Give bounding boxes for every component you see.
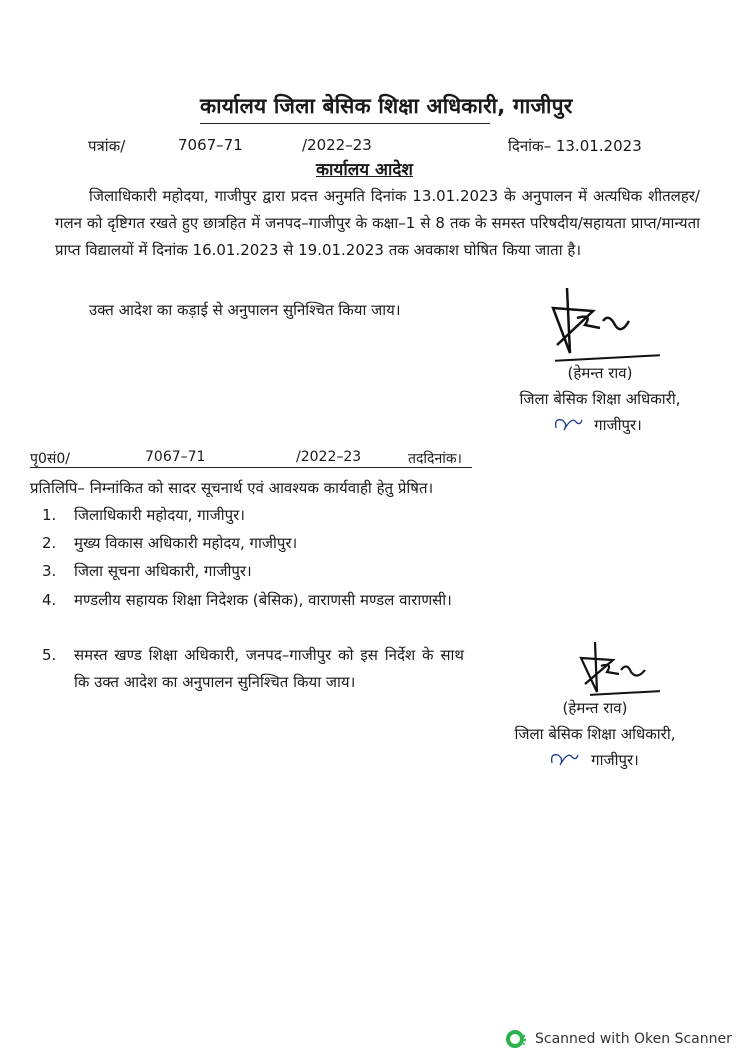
signatory-name: (हेमन्त राव)	[567, 364, 633, 382]
order-subtitle: कार्यालय आदेश	[316, 160, 413, 180]
ref-number: 7067–71	[178, 136, 243, 154]
list-item: 3. जिला सूचना अधिकारी, गाजीपुर।	[42, 562, 252, 580]
ref-year: /2022–23	[302, 136, 372, 154]
signatory-place: गाजीपुर।	[591, 751, 639, 769]
signature-block-1	[500, 360, 700, 438]
signatory-designation: जिला बेसिक शिक्षा अधिकारी,	[514, 725, 676, 743]
initials-icon	[552, 414, 584, 434]
copy-intro: प्रतिलिपि– निम्नांकित को सादर सूचनार्थ एवं आवश्यक कार्यवाही हेतु प्रेषित।	[30, 479, 434, 497]
ref-label: पत्रांक/	[88, 137, 126, 155]
copy-date: तददिनांक।	[408, 451, 462, 467]
compliance-paragraph: उक्त आदेश का कड़ाई से अनुपालन सुनिश्चित किया जाय।	[89, 301, 401, 319]
title-underline	[200, 123, 490, 124]
signatory-name: (हेमन्त राव)	[562, 699, 628, 717]
list-item: 4. मण्डलीय सहायक शिक्षा निदेशक (बेसिक), वाराणसी मण्डल वाराणसी।	[42, 591, 452, 609]
office-title: कार्यालय जिला बेसिक शिक्षा अधिकारी, गाजीपुर	[200, 94, 573, 118]
signatory-place: गाजीपुर।	[594, 416, 642, 434]
list-item: 2. मुख्य विकास अधिकारी महोदय, गाजीपुर।	[42, 534, 298, 552]
signature-icon	[575, 640, 665, 695]
watermark-text: Scanned with Oken Scanner	[535, 1031, 732, 1047]
signature-icon	[545, 283, 655, 358]
copy-ref-label: पृ0सं0/	[30, 451, 70, 467]
copy-ref-year: /2022–23	[296, 449, 362, 465]
signatory-designation: जिला बेसिक शिक्षा अधिकारी,	[519, 390, 681, 408]
scanner-watermark	[505, 1028, 732, 1050]
order-paragraph: जिलाधिकारी महोदया, गाजीपुर द्वारा प्रदत्त अनुमति दिनांक 13.01.2023 के अनुपालन में अत्यधिक शीतलहर/गलन को दृष्टिगत रखते हुए छात्रहित में जनपद–गाजीपुर के कक्षा–1 से 8 तक के समस्त परिषदीय/सहायता प्राप्त/मान्यता प्राप्त विद्यालयों में दिनांक 16.01.2023 से 19.01.2023 तक अवकाश घोषित किया जाता है।	[55, 187, 700, 259]
signature-block-2	[490, 695, 700, 773]
list-item: 1. जिलाधिकारी महोदया, गाजीपुर।	[42, 506, 245, 524]
copy-ref-number: 7067–71	[145, 449, 206, 465]
copy-ref-underline	[30, 467, 472, 468]
initials-icon	[548, 749, 580, 769]
oken-scanner-logo-icon	[505, 1028, 527, 1050]
order-date: दिनांक– 13.01.2023	[508, 137, 642, 155]
list-item: 5. समस्त खण्ड शिक्षा अधिकारी, जनपद–गाजीपुर को इस निर्देश के साथ कि उक्त आदेश का अनुपालन सुनिश्चित किया जाय।	[42, 646, 464, 691]
